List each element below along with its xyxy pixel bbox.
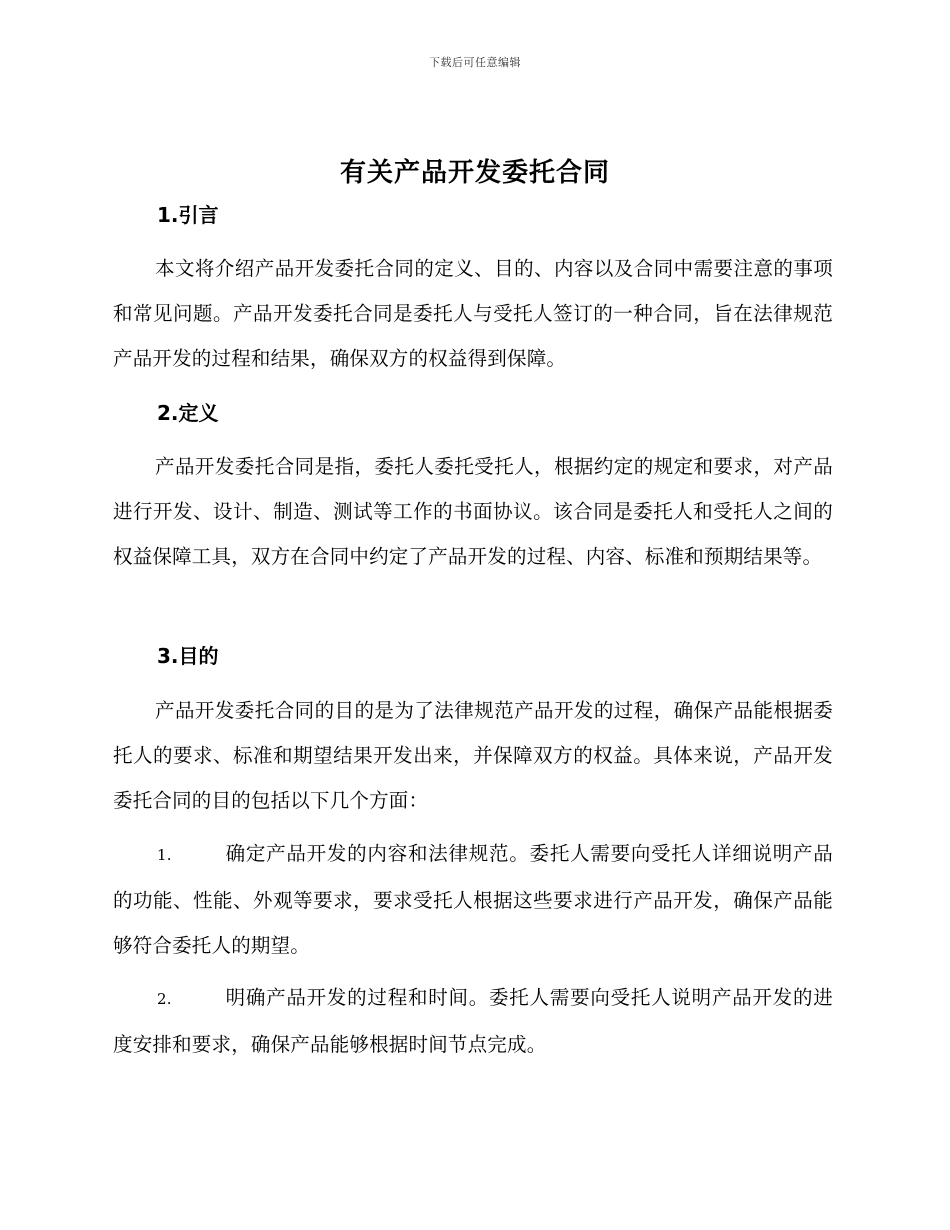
section-paragraph-intro: 本文将介绍产品开发委托合同的定义、目的、内容以及合同中需要注意的事项和常见问题。产品开发委托合同是委托人与受托人签订的一种合同，旨在法律规范产品开发的过程和结果，确保双方的权益得到保障。 [113,257,833,370]
list-item [113,975,833,1067]
header-note: 下载后可任意编辑 [429,56,521,69]
section-heading-purpose: 3.目的 [157,644,219,668]
list-item-number: 1. [157,846,172,864]
section-paragraph-definition: 产品开发委托合同是指，委托人委托受托人，根据约定的规定和要求，对产品进行开发、设计、制造、测试等工作的书面协议。该合同是委托人和受托人之间的权益保障工具，双方在合同中约定了产品开发的过程、内容、标准和预期结果等。 [113,455,833,568]
document-title: 有关产品开发委托合同 [339,158,610,188]
list-item [113,831,833,968]
list-item-text: 明确产品开发的过程和时间。委托人需要向受托人说明产品开发的进度安排和要求，确保产品能够根据时间节点完成。 [113,986,833,1056]
list-item-number: 2. [157,990,172,1008]
section-heading-definition: 2.定义 [157,401,219,425]
list-item-text: 确定产品开发的内容和法律规范。委托人需要向受托人详细说明产品的功能、性能、外观等要求，要求受托人根据这些要求进行产品开发，确保产品能够符合委托人的期望。 [113,842,833,957]
section-heading-intro: 1.引言 [157,203,219,227]
section-paragraph-purpose: 产品开发委托合同的目的是为了法律规范产品开发的过程，确保产品能根据委托人的要求、标准和期望结果开发出来，并保障双方的权益。具体来说，产品开发委托合同的目的包括以下几个方面： [113,699,833,812]
